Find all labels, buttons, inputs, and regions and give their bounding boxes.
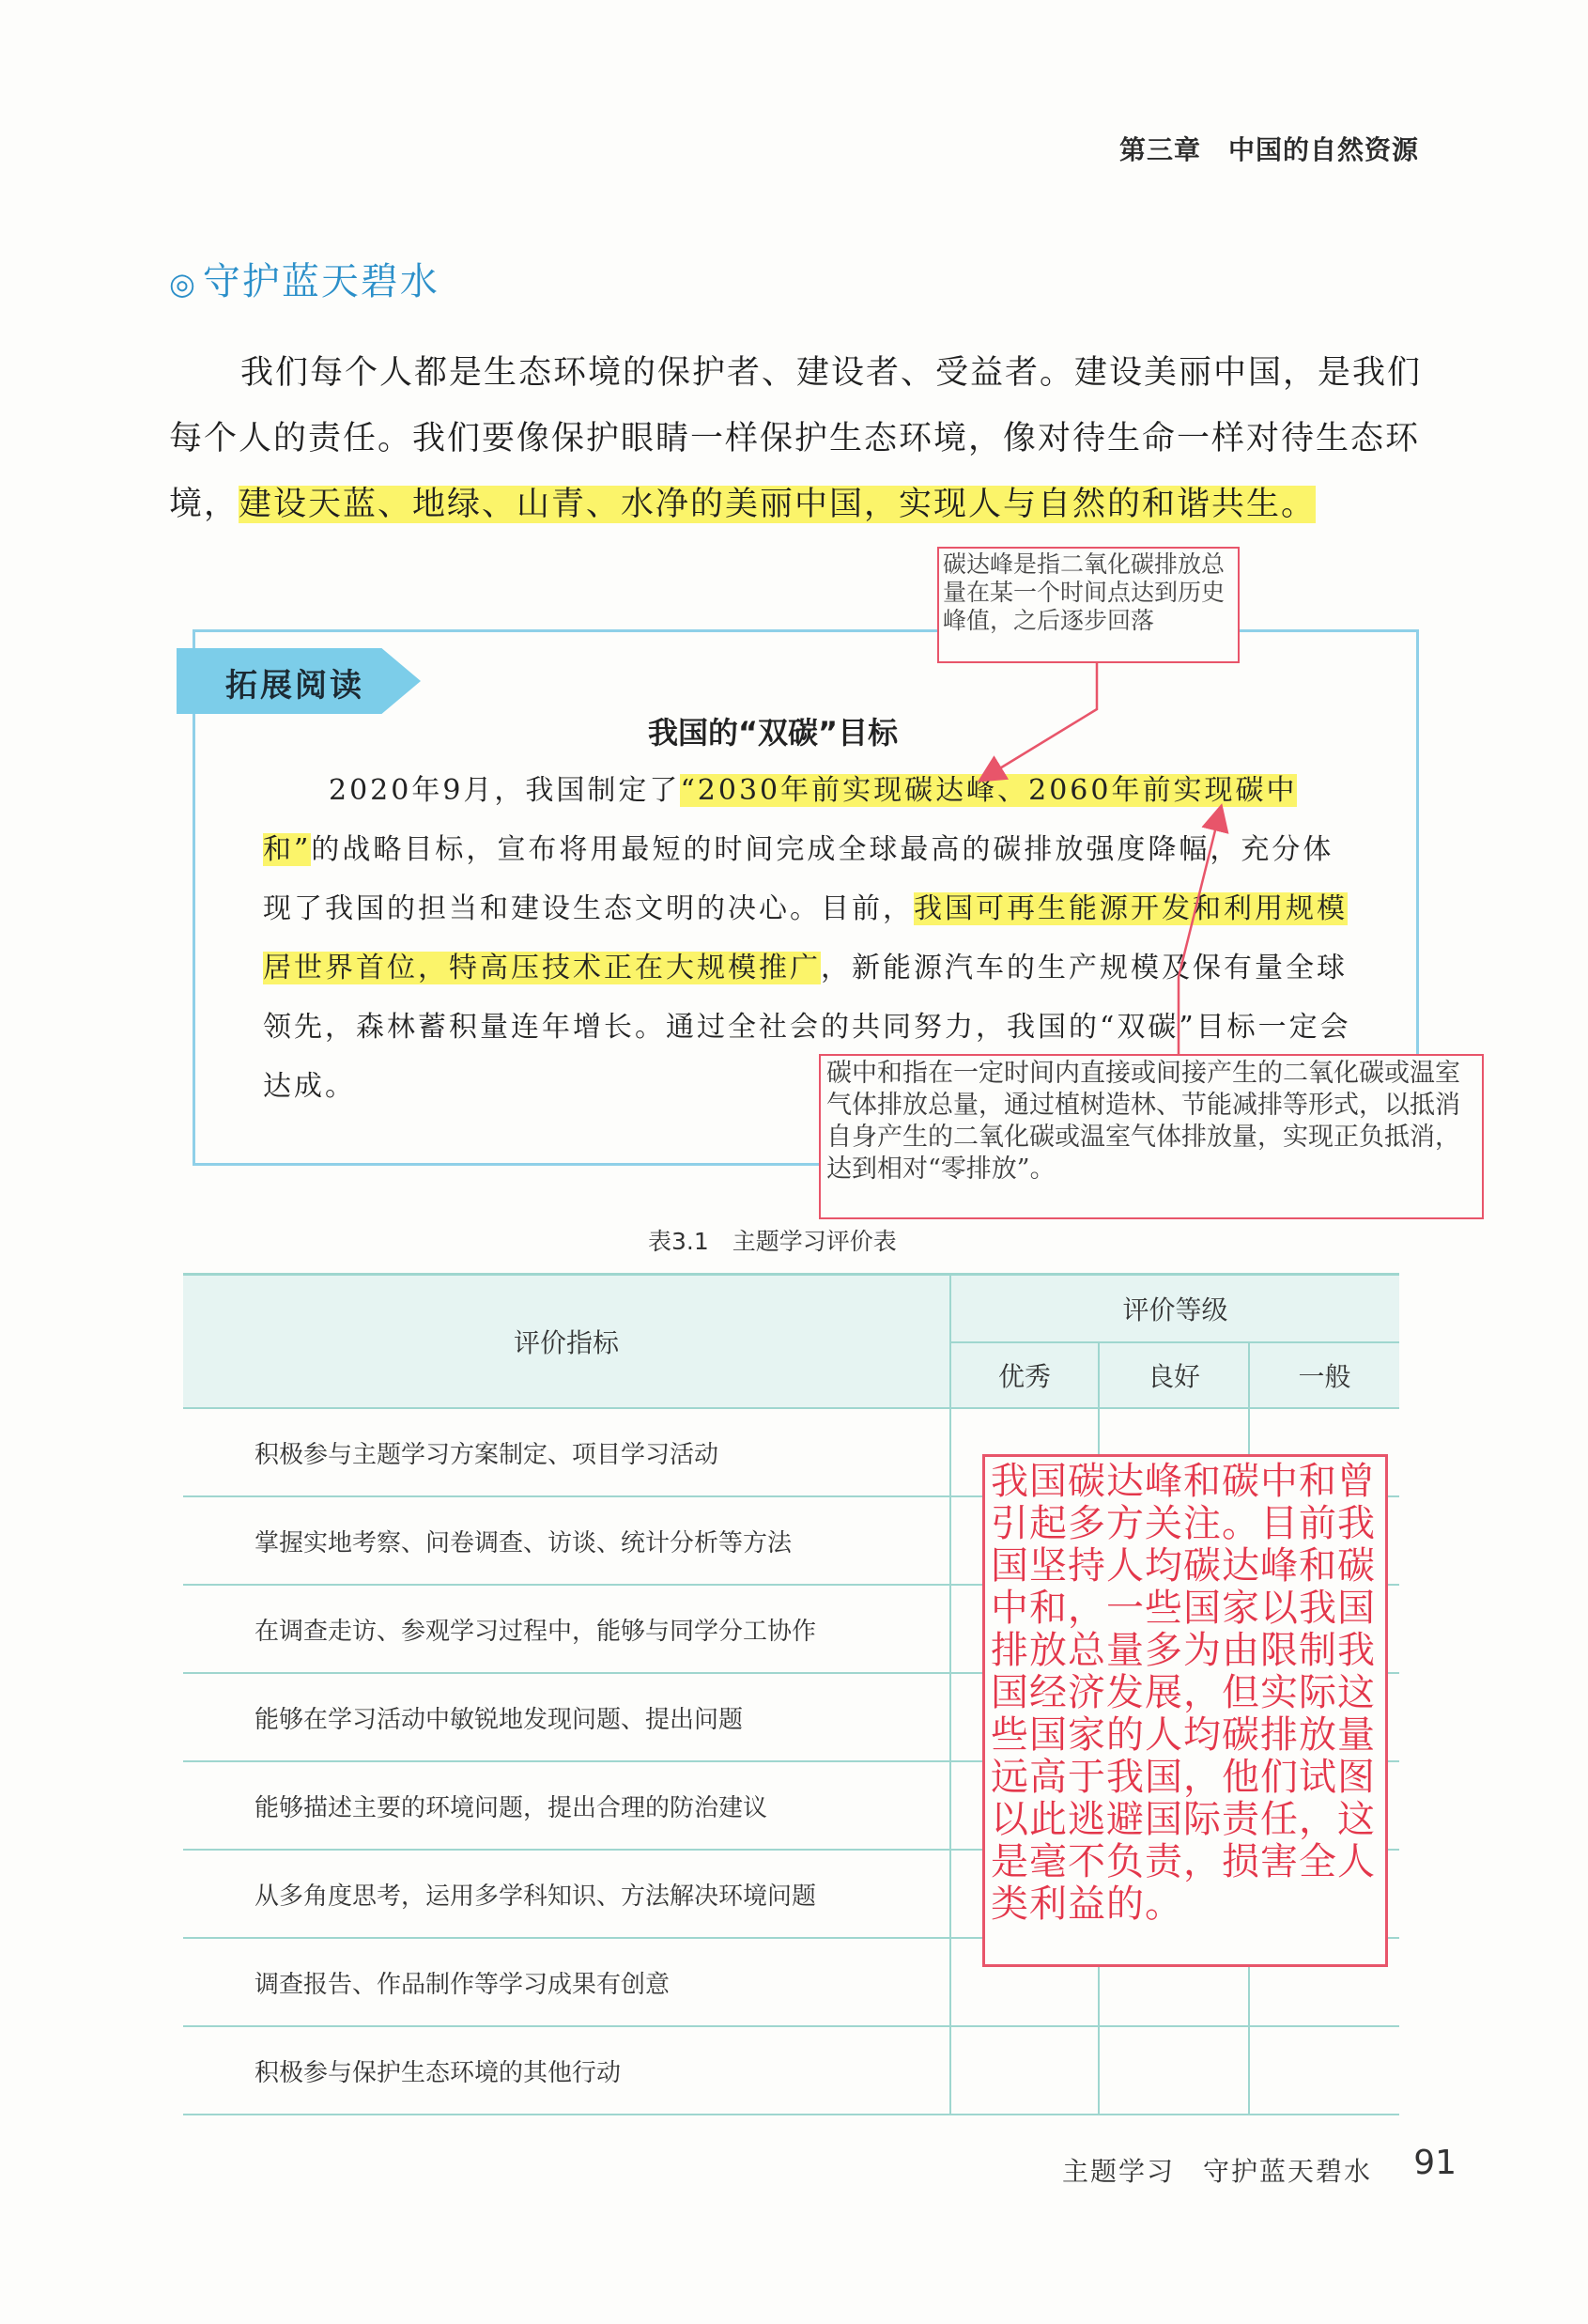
header-criteria: 评价指标 — [183, 1275, 950, 1409]
ext-highlight-2: 我国可再生能源开发和利用规模居世界首位，特高压技术正在大规模推广 — [263, 892, 1348, 984]
circle-bullet-icon: ◎ — [169, 266, 197, 302]
criteria-cell: 能够在学习活动中敏锐地发现问题、提出问题 — [183, 1673, 950, 1761]
footer-text: 主题学习 守护蓝天碧水 — [1061, 2156, 1372, 2187]
header-grade: 评价等级 — [950, 1275, 1399, 1343]
criteria-cell: 在调查走访、参观学习过程中，能够与同学分工协作 — [183, 1585, 950, 1673]
header-grade-good: 良好 — [1099, 1342, 1249, 1408]
ext-highlight-1: “2030年前实现碳达峰、2060年前实现碳中和” — [263, 774, 1298, 866]
criteria-cell: 掌握实地考察、问卷调查、访谈、统计分析等方法 — [183, 1496, 950, 1585]
extended-reading-title: 我国的“双碳”目标 — [648, 715, 899, 751]
ext-text-3: ，新能源汽车的生产规模及保有量全球领先，森林蓄积量连年增长。通过全社会的共同努力，我国的“双碳”目标一定会达成。 — [263, 952, 1351, 1103]
criteria-cell: 能够描述主要的环境问题，提出合理的防治建议 — [183, 1761, 950, 1850]
page-number: 91 — [1413, 2144, 1457, 2182]
header-grade-fair: 一般 — [1249, 1342, 1399, 1408]
ext-text-2: 的战略目标，宣布将用最短的时间完成全球最高的碳排放强度降幅，充分体现了我国的担当和建设生态文明的决心。目前， — [263, 833, 1334, 925]
criteria-cell: 从多角度思考，运用多学科知识、方法解决环境问题 — [183, 1850, 950, 1938]
paragraph-text: 我们每个人都是生态环境的保护者、建设者、受益者。建设美丽中国，是我们每个人的责任。我们要像保护眼睛一样保护生态环境，像对待生命一样对待生态环境， — [169, 354, 1423, 523]
arrow-carbon-peak — [981, 663, 1097, 780]
extended-reading-label: 拓展阅读 — [225, 667, 364, 705]
ext-text-1: 2020年9月，我国制定了 — [329, 774, 681, 807]
criteria-cell: 积极参与主题学习方案制定、项目学习活动 — [183, 1408, 950, 1496]
criteria-cell: 调查报告、作品制作等学习成果有创意 — [183, 1938, 950, 2026]
annotation-carbon-peak: 碳达峰是指二氧化碳排放总量在某一个时间点达到历史峰值，之后逐步回落 — [937, 547, 1240, 663]
criteria-cell: 积极参与保护生态环境的其他行动 — [183, 2026, 950, 2115]
header-grade-excellent: 优秀 — [950, 1342, 1099, 1408]
section-title-text: 守护蓝天碧水 — [202, 260, 439, 303]
table-caption: 表3.1 主题学习评价表 — [648, 1228, 897, 1255]
annotation-carbon-neutral: 碳中和指在一定时间内直接或间接产生的二氧化碳或温室气体排放总量，通过植树造林、节能减排等形式，以抵消自身产生的二氧化碳或温室气体排放量，实现正负抵消，达到相对“零排放”。 — [819, 1054, 1484, 1219]
chapter-header: 第三章 中国的自然资源 — [1118, 134, 1419, 165]
arrow-carbon-neutral — [1179, 808, 1221, 1054]
highlighted-text: 建设天蓝、地绿、山青、水净的美丽中国，实现人与自然的和谐共生。 — [239, 486, 1317, 523]
annotation-comment: 我国碳达峰和碳中和曾引起多方关注。目前我国坚持人均碳达峰和碳中和，一些国家以我国排放总量多为由限制我国经济发展，但实际这些国家的人均碳排放量远高于我国，他们试图以此逃避国际责任，这是毫不负责，损害全人类利益的。 — [982, 1454, 1388, 1967]
